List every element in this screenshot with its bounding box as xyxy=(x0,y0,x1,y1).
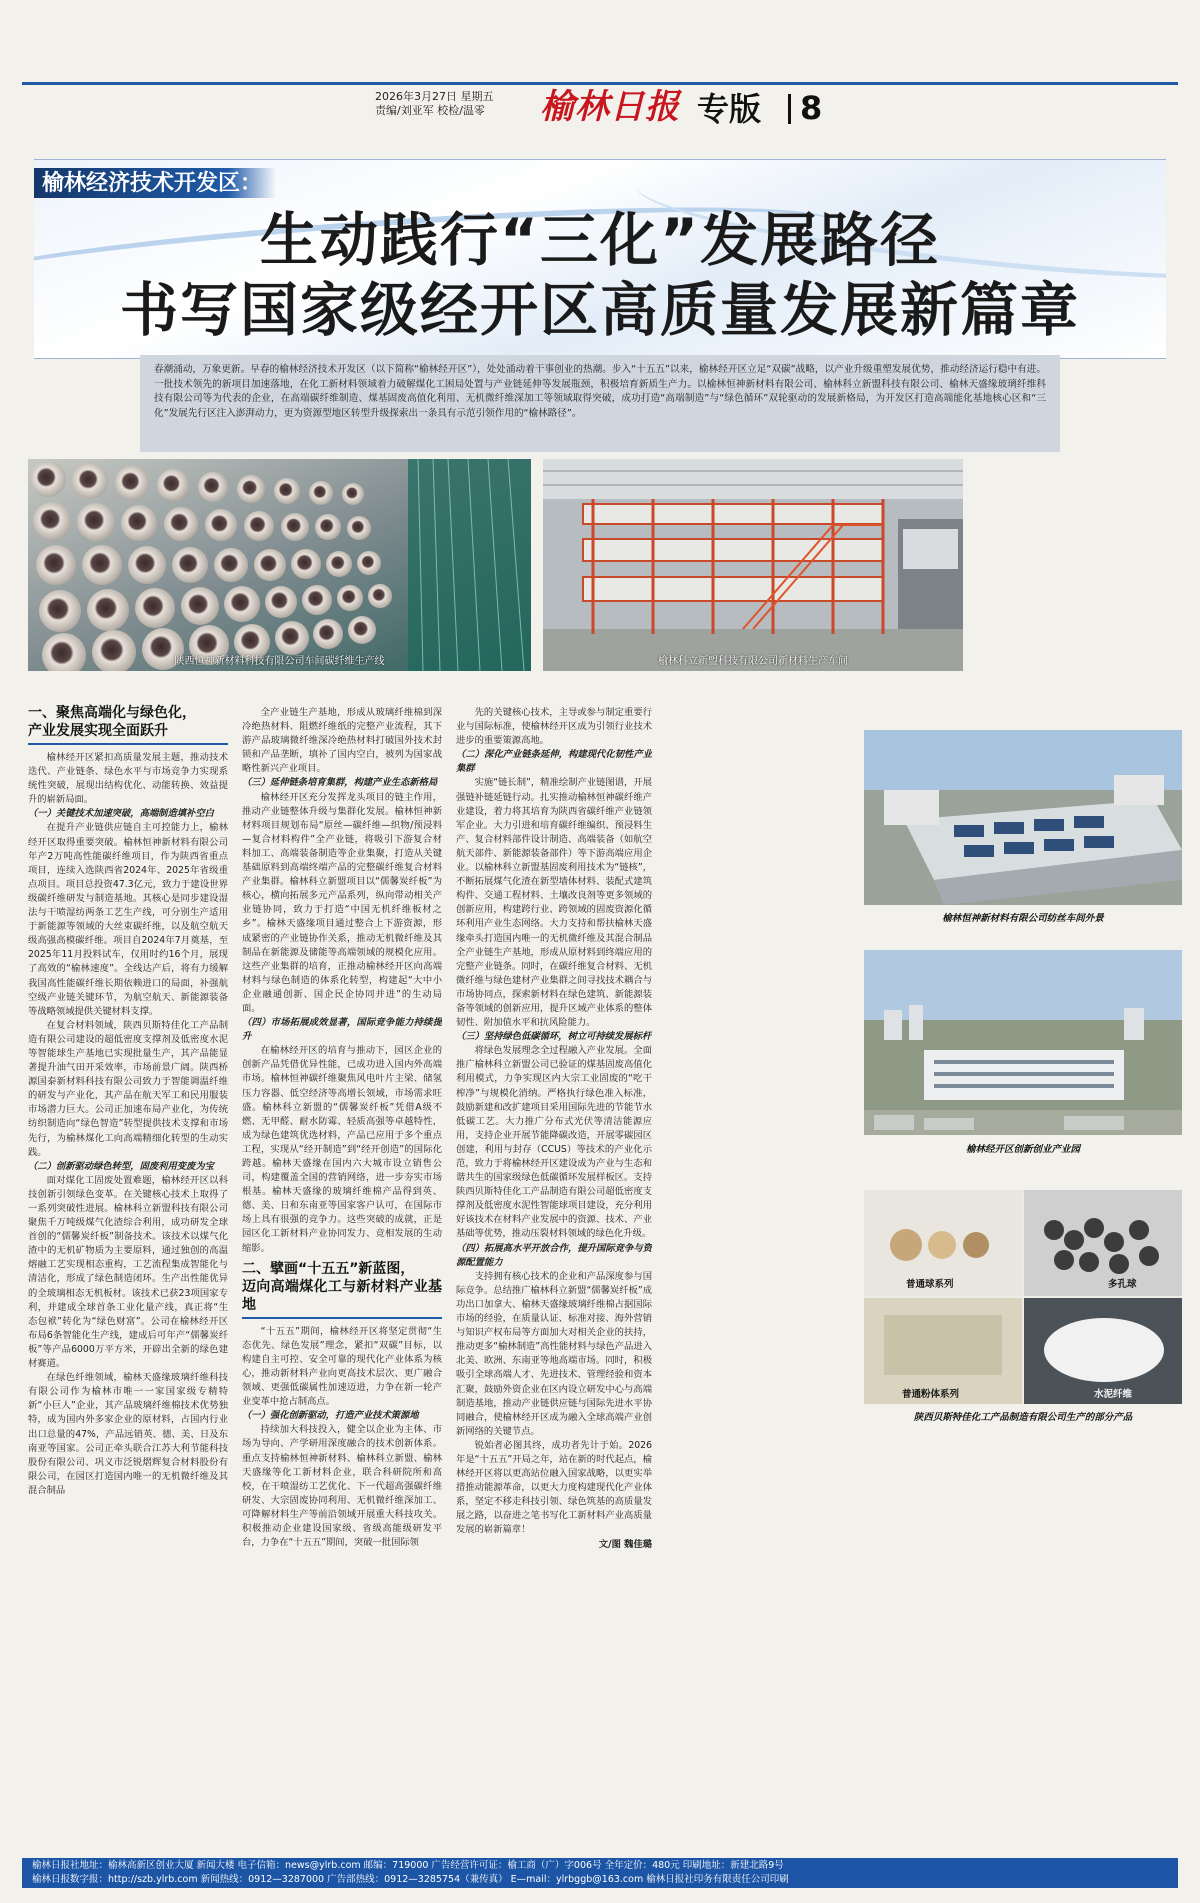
article-column-2 xyxy=(242,706,442,1850)
paragraph: 先的关键核心技术，主导或参与制定重要行业与国际标准，使榆林经开区成为引领行业技术进步的重要策源高地。 xyxy=(456,707,652,747)
footer-line-1: 榆林日报社地址：榆林高新区创业大厦 新闻大楼 电子信箱：news@ylrb.com 邮编：719000 广告经营许可证：榆工商（广）字006号 全年定价：480元 印刷地址：新建北路9号 xyxy=(32,1860,784,1871)
intro-box: 春潮涌动，万象更新。早春的榆林经济技术开发区（以下简称“榆林经开区”），处处涌动着干事创业的热潮。步入“十五五”以来，榆林经开区立足“双碳”战略，以产业升级重塑发展优势，推动经济运行稳中有进。一批技术领先的新项目加速落地，在化工新材料领域着力破解煤化工困局处置与产业链延伸等发展瓶颈，积极培育新质生产力。以榆林恒神新材料有限公司、榆林科立新盟科技有限公司、榆林天盛缘玻璃纤维科技有限公司等为代表的企业，在高端碳纤维制造、煤基固废高值化利用、无机微纤维深加工等领域取得突破，成功打造“高端制造”与“绿色循环”双轮驱动的发展新格局，为开发区打造高端能化基地核心区和“三化”发展先行区注入澎湃动力，更为资源型地区转型升级探索出一条具有示范引领作用的“榆林路径”。 xyxy=(140,355,1060,452)
paragraph: 榆林经开区充分发挥龙头项目的链主作用，推动产业链整体升级与集群化发展。榆林恒神新材料项目规划布局“原丝—碳纤维—织物/预浸料—复合材料构件”全产业链，将吸引下游复合材料加工、高端装备制造等企业集聚，打造从关键基础原料到高端终端产品的完整碳纤维复合材料产业集群。榆林科立新盟项目以“儒馨炭纤板”为核心，横向拓展多元产品系列，纵向带动相关产业链协同，致力于打造“中国无机纤维板材之乡”。榆林天盛缘项目通过整合上下游资源，形成紧密的产业链协作关系，推动无机微纤维及其制品在新能源及储能等高端领域的规模化应用。这些产业集群的培育，正推动榆林经开区向高端材料与绿色制造的体系化转型，构建起“大中小企业融通创新、国企民企协同并进”的生动局面。 xyxy=(242,791,442,1014)
subheading: （四）拓展高水平开放合作，提升国际竞争与资源配置能力 xyxy=(456,1242,652,1268)
paragraph: 在榆林经开区的培育与推动下，园区企业的创新产品凭借优异性能，已成功进入国内外高端市场。榆林恒神碳纤维聚焦风电叶片主梁、储氢压力容器、低空经济等高增长领域，市场需求旺盛。榆林科立新盟的“儒馨炭纤板”凭借A级不燃、无甲醛、耐水防霉、轻质高强等卓越特性，成为绿色建筑优选材料，产品已应用于多个重点工程，实现从“经开制造”到“经开创造”的国际化跨越。榆林天盛缘在国内六大城市设立销售公司，构建覆盖全国的营销网络，进一步夯实市场根基。榆林天盛缘的玻璃纤维棉产品得到英、德、美、日和东南亚等国家客户认可，在国际市场上具有很强的竞争力。这些突破的成就，正是园区化工新材料产业协同发力、竞相发展的生动缩影。 xyxy=(242,1045,442,1254)
headline-title-line2: 书写国家级经开区高质量发展新篇章 xyxy=(119,276,1080,344)
section-1-heading-line1: 一、聚焦高端化与绿色化， xyxy=(28,705,196,721)
paragraph: 面对煤化工固废处置难题，榆林经开区以科技创新引领绿色变革。在关键核心技术上取得了一系列突破性进展。榆林科立新盟科技有限公司聚焦千万吨级煤气化渣综合利用，成功研发全球首创的“儒馨炭纤板”制备技术。该技术以煤气化渣中的无机矿物质为主要原料，通过独创的高温熔融工艺实现相态重构，工艺流程集成智能化与清洁化，形成了绿色制造闭环。生产出性能优异的全玻璃相态无机板材。该技术已获23项国家专利，并建成全球首条工业化量产线，真正将“生态包袱”转化为“绿色财富”。公司在榆林经开区布局6条智能化生产线，建成后可年产“儒馨炭纤板”等产品6000万平方米，开辟出全新的绿色建材赛道。 xyxy=(28,1174,228,1370)
paragraph: 在提升产业链供应链自主可控能力上，榆林经开区取得重要突破。榆林恒神新材料有限公司年产2万吨高性能碳纤维项目，作为陕西省重点项目，连续入选陕西省2024年、2025年省级重点项目。项目总投资47.3亿元，致力于建设世界级碳纤维研发与制造基地。其核心是同步建设湿法与干喷湿纺两条工艺生产线，可分别生产适用于新能源等领域的大丝束碳纤维，以及航空航天级高强高模碳纤维。项目自2024年7月奠基，至2025年11月投料试车，仅用时约16个月，展现了高效的“榆林速度”。全线达产后，将有力缓解我国高性能碳纤维长期依赖进口的局面，补强航空级产业链关键环节，为航空航天、新能源装备等战略领域提供关键材料支撑。 xyxy=(28,822,228,1017)
spinning-workshop-aerial-illustration xyxy=(864,730,1182,905)
photo-carbon-fiber-line xyxy=(28,459,531,671)
article-column-1 xyxy=(28,700,228,1850)
masthead xyxy=(0,88,1200,128)
footer-line-2: 榆林日报数字报：http://szb.ylrb.com 新闻热线：0912—3287000 广告部热线：0912—3285754（兼传真） E—mail：ylrbggb@163.com 榆林日报社印务有限责任公司印刷 xyxy=(32,1874,789,1885)
photo3-caption: 榆林恒神新材料有限公司纺丝车间外景 xyxy=(942,913,1104,924)
paragraph: 实施“链长制”，精准绘制产业链图谱，开展强链补链延链行动。扎实推动榆林恒神碳纤维产业建设，着力将其培育为陕西省碳纤维产业链领军企业。大力引进和培育碳纤维编织、预浸料生产、复合材料部件设计制造、高端装备（如航空航天部件、新能源装备部件）等下游高端应用企业。以榆林科立新盟基固废利用技术为“链核”，不断拓展煤气化渣在新型墙体材料、装配式建筑构件、交通工程材料、土壤改良剂等更多领域的创新应用，构建跨行业、跨领域的固废资源化循环利用产业生态网络。大力支持和帮扶榆林天盛缘牵头打造国内唯一的无机微纤维及其混合制品全产业链生产基地，形成从原材料到终端应用的完整产业链条。同时，在碳纤维复合材料、无机微纤维与绿色建材产业集群之间寻找技术耦合与市场协同点，探索新材料在绿色建筑、新能源装备等领域的创新应用，提升区域产业体系的整体韧性、附加值水平和抗风险能力。 xyxy=(456,777,652,1029)
page-footer xyxy=(22,1858,1178,1888)
paragraph: 锐始者必图其终，成功者先计于始。2026年是“十五五”开局之年，站在新的时代起点，榆林经开区将以更高站位融入国家战略，以更实举措推动能源革命，以更大力度构建现代化产业体系，坚定不移走科技引领、绿色筑基的高质量发展之路，以奋进之笔书写化工新材料产业高质量发展的崭新篇章！ xyxy=(456,1439,652,1536)
product-label-4: 水泥纤维 xyxy=(1094,1389,1133,1400)
masthead-editors: 责编/刘亚军 校检/温零 xyxy=(375,104,485,117)
subheading: （二）创新驱动绿色转型，固废利用变废为宝 xyxy=(28,1160,214,1172)
masthead-date: 2026年3月27日 星期五 xyxy=(375,90,494,103)
paragraph: 榆林经开区紧扣高质量发展主题，推动技术迭代、产业链条、绿色水平与市场竞争力实现系统性突破，展现出结构优化、动能转换、效益提升的崭新局面。 xyxy=(28,752,228,806)
paragraph: 在复合材料领域，陕西贝斯特佳化工产品制造有限公司建设的超低密度支撑剂及低密度水泥等智能球生产基地已实现批量生产，其产品能显著提升油气田开采效率，市场前景广阔。陕西桥源国泰新材料科技有限公司致力于智能调温纤维的研发与产业化，其产品在航天军工和民用服装市场潜力巨大。公司正加速布局产业化，为传统纺织制造向“绿色智造”转型提供技术支撑和市场先行，为榆林煤化工向高端精细化转型的生动实践。 xyxy=(28,1019,228,1158)
photo2-caption: 榆林科立新盟科技有限公司新材料生产车间 xyxy=(658,656,848,667)
paragraph: 将绿色发展理念全过程融入产业发展。全面推广榆林科立新盟公司已验证的煤基固废高值化利用模式，力争实现区内大宗工业固废的“吃干榨净”与规模化消纳。严格执行绿色准入标准，鼓励新建和改扩建项目采用国际先进的节能节水低碳工艺。大力推广分布式光伏等清洁能源应用，支持企业开展节能降碳改造，开展零碳园区创建，利用与封存（CCUS）等技术的产业化示范，致力于将榆林经开区建设成为产业与生态和谐共生的国家级绿色低碳循环发展样板区。支持陕西贝斯特佳化工产品制造有限公司超低密度支撑剂及低密度水泥性智能球项目建设，充分利用好该技术在材料产业发展中的资源、技术、产业基础等优势，推动压裂材料领域的绿色化升级。 xyxy=(456,1045,652,1240)
subheading: （三）延伸链条培育集群，构建产业生态新格局 xyxy=(242,777,438,789)
masthead-date-block xyxy=(375,90,494,118)
subheading: （四）市场拓展成效显著，国际竞争能力持续提升 xyxy=(242,1017,442,1043)
photo-new-material-workshop xyxy=(543,459,963,671)
innovation-park-aerial-illustration xyxy=(864,950,1182,1135)
section-1-heading-line2: 产业发展实现全面跃升 xyxy=(28,723,168,739)
product-label-2: 多孔球 xyxy=(1108,1279,1137,1290)
product-label-1: 普通球系列 xyxy=(906,1279,954,1290)
article-column-3 xyxy=(456,706,652,1850)
newspaper-logo: 榆林日报 xyxy=(540,87,680,127)
products-collage-illustration xyxy=(864,1190,1182,1404)
photo-products-collage xyxy=(864,1190,1182,1404)
headline-title-line1: 生动践行“三化”发展路径 xyxy=(259,206,941,274)
subheading: （三）坚持绿色低碳循环，树立可持续发展标杆 xyxy=(456,1031,652,1043)
headline-kicker: 榆林经济技术开发区： xyxy=(34,168,276,198)
section-2-heading-line1: 二、擘画“十五五”新蓝图， xyxy=(242,1260,415,1277)
subheading: （一）强化创新驱动，打造产业技术策源地 xyxy=(242,1410,419,1422)
byline: 文/图 魏佳璐 xyxy=(598,1538,652,1550)
section-2-heading-line2: 迈向高端煤化工与新材料产业基地 xyxy=(242,1278,442,1313)
photo-spinning-workshop xyxy=(864,730,1182,905)
paragraph: 全产业链生产基地，形成从玻璃纤维棉到深冷绝热材料、阻燃纤维纸的完整产业流程，其下游产品玻璃微纤维深冷绝热材料打破国外技术封锁和产品垄断，填补了国内空白，被列为国家战略性新兴产业项目。 xyxy=(242,707,442,775)
masthead-divider xyxy=(788,94,791,124)
photo1-caption: 陕西恒神新材料科技有限公司车间碳纤维生产线 xyxy=(174,656,385,667)
factory-workshop-illustration xyxy=(543,459,963,671)
paragraph: 持续加大科技投入，健全以企业为主体、市场为导向、产学研用深度融合的技术创新体系。重点支持榆林恒神新材料、榆林科立新盟、榆林天盛缘等化工新材料企业，联合科研院所和高校，在干喷湿纺工艺优化、下一代超高强碳纤维研发、大宗固废协同利用、无机微纤维深加工、可降解材料生产等前沿领域开展重大科技攻关。积极推动企业建设国家级、省级高能级研发平台，力争在“十五五”期间，突破一批国际领 xyxy=(242,1424,442,1549)
top-rule xyxy=(22,82,1178,85)
headline-banner xyxy=(34,159,1166,359)
subheading: （一）关键技术加速突破，高端制造填补空白 xyxy=(28,808,214,820)
product-label-3: 普通粉体系列 xyxy=(902,1389,960,1400)
paragraph: 在绿色纤维领域，榆林天盛缘玻璃纤维科技有限公司作为榆林市唯一一家国家级专精特新“小巨人”企业，其产品玻璃纤维棉技术优势独特，成为国内外多家企业的原材料，占国内行业出口总量的47%，产品远销英、德、美、日及东南亚等国家。公司正牵头联合江苏大利节能科技股份有限公司、巩义市泛锐熠辉复合材料股份有限公司，在园区打造国内唯一的无机微纤维及其混合制品 xyxy=(28,1372,228,1496)
photo5-caption: 陕西贝斯特佳化工产品制造有限公司生产的部分产品 xyxy=(913,1412,1133,1423)
section-1-heading xyxy=(28,704,228,745)
photo-innovation-park xyxy=(864,950,1182,1135)
section-2-heading xyxy=(242,1260,442,1319)
photo4-caption: 榆林经开区创新创业产业园 xyxy=(965,1144,1080,1155)
paragraph: 支持拥有核心技术的企业和产品深度参与国际竞争。总结推广榆林科立新盟“儒馨炭纤板”成功出口加拿大、榆林天盛缘玻璃纤维棉占据国际市场的经验，在质量认证、标准对接、海外营销与知识产权布局等方面加大对相关企业的扶持，推动更多“榆林制造”高性能材料与绿色产品进入北美、欧洲、东南亚等地高端市场。同时，积极吸引全球高端人才、先进技术、管理经验和资本汇聚，鼓励外资企业在区内设立研发中心与高端制造基地，推动产业链供应链与国际先进水平协同融合，使榆林经开区成为融入全球高端产业创新网络的关键节点。 xyxy=(456,1270,652,1437)
subheading: （二）深化产业链条延伸，构建现代化韧性产业集群 xyxy=(456,749,652,775)
section-name: 专版 xyxy=(697,90,762,128)
paragraph: “十五五”期间，榆林经开区将坚定贯彻“生态优先、绿色发展”理念，紧扣“双碳”目标，以构建自主可控、安全可靠的现代化产业体系为核心，推动新材料产业向更高技术层次、更广融合领域、更强低碳属性加速迈进，力争在新一轮产业变革中抢占制高点。 xyxy=(242,1325,442,1408)
carbon-fiber-spools-illustration xyxy=(28,459,531,671)
page-number: 8 xyxy=(800,89,823,127)
